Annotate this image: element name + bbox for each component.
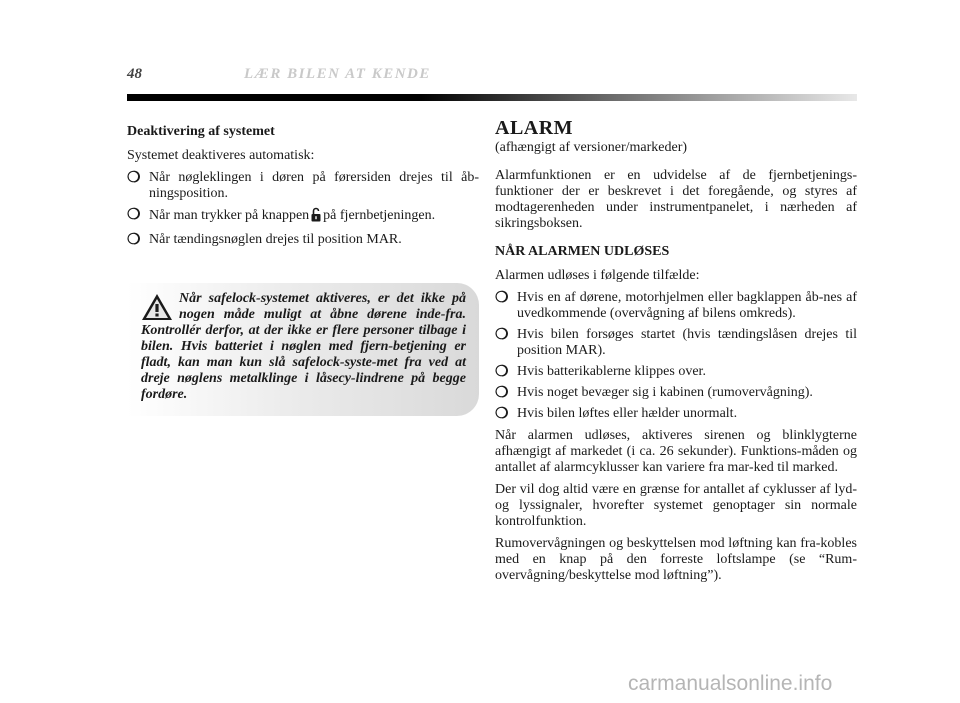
- bullet-marker: ❍: [495, 327, 509, 343]
- unlock-icon: [311, 207, 321, 227]
- list-item: [495, 327, 857, 359]
- bullet-marker: ❍: [495, 290, 509, 306]
- bullet-marker: ❍: [495, 406, 509, 422]
- list-item: [127, 207, 479, 227]
- warning-text-block: [141, 291, 466, 403]
- header-rule: [127, 94, 857, 101]
- trigger-list: [495, 290, 857, 422]
- list-item: [495, 385, 857, 401]
- alarm-paragraph: Når alarmen udløses, aktiveres sirenen og blinklygterne afhængigt af markedet (i ca. 26 sekunder). Funktions-måden og antallet af alarmcyklusser kan variere fra mar-ked til marked.: [495, 428, 857, 475]
- bullet-marker: ❍: [495, 364, 509, 380]
- warning-icon-slot: [141, 291, 179, 321]
- trigger-heading: NÅR ALARMEN UDLØSES: [495, 244, 670, 259]
- running-title: LÆR BILEN AT KENDE: [244, 66, 431, 82]
- warning-box: [127, 283, 479, 416]
- deactivation-heading: Deaktivering af systemet: [127, 124, 275, 139]
- list-item: [495, 290, 857, 322]
- list-item-text: Hvis batterikablerne klippes over.: [517, 364, 706, 379]
- bullet-marker: ❍: [127, 207, 141, 223]
- list-item: [495, 364, 857, 380]
- list-item: [127, 232, 479, 248]
- list-item-text: Når man trykker på knappen: [149, 208, 310, 223]
- list-item-text: Hvis bilen løftes eller hælder unormalt.: [517, 406, 738, 421]
- warning-text: Når safelock-systemet aktiveres, er det ikke på nogen måde muligt at åbne dørene inde-fra. Kontrollér derfor, at der ikke er flere personer tilbage i bilen. Hvis batteriet i nøglen med fjern-betjening er fladt, kan man kun slå safelock-syste-met fra ved at dreje nøglens metalklinge i låsecy-lindrene på begge fordøre.: [141, 291, 466, 402]
- list-item-text: Hvis en af dørene, motorhjelmen eller bagklappen åb-nes af uvedkommende (overvågning af bilens omkreds).: [517, 290, 857, 321]
- deactivation-list: [127, 170, 479, 248]
- left-column: [127, 124, 479, 254]
- list-item-text: Hvis bilen forsøges startet (hvis tændingslåsen drejes til position MAR).: [517, 327, 857, 358]
- alarm-intro: Alarmfunktionen er en udvidelse af de fjernbetjenings-funktioner der er beskrevet i det foregående, og styres af modtagerenheden under instrumentpanelet, i nærheden af sikringsboksen.: [495, 168, 857, 231]
- warning-triangle-icon: [141, 293, 173, 321]
- alarm-paragraph: Der vil dog altid være en grænse for antallet af cyklusser af lyd- og lyssignaler, hvorefter systemet genoptager sin normale kontrolfunktion.: [495, 482, 857, 529]
- bullet-marker: ❍: [495, 385, 509, 401]
- alarm-paragraph: Rumovervågningen og beskyttelsen mod løftning kan fra-kobles med en knap på den forreste loftslampe (se “Rum-overvågning/beskyttelse mod løftning”).: [495, 536, 857, 583]
- watermark[interactable]: carmanualsonline.info: [628, 672, 833, 695]
- right-column: [495, 117, 857, 590]
- bullet-marker: ❍: [127, 232, 141, 248]
- trigger-intro: Alarmen udløses i følgende tilfælde:: [495, 268, 700, 283]
- section-subtitle: (afhængigt af versioner/markeder): [495, 140, 688, 155]
- list-item-text-suffix: på fjernbetjeningen.: [323, 208, 436, 223]
- deactivation-intro: Systemet deaktiveres automatisk:: [127, 148, 315, 163]
- list-item: [127, 170, 479, 202]
- bullet-marker: ❍: [127, 170, 141, 186]
- list-item-text: Hvis noget bevæger sig i kabinen (rumovervågning).: [517, 385, 813, 400]
- list-item: [495, 406, 857, 422]
- section-title: ALARM: [495, 117, 574, 139]
- page-number: 48: [127, 66, 142, 82]
- list-item-text: Når tændingsnøglen drejes til position MAR.: [149, 232, 402, 247]
- list-item-text: Når nøgleklingen i døren på førersiden drejes til åb-ningsposition.: [149, 170, 479, 201]
